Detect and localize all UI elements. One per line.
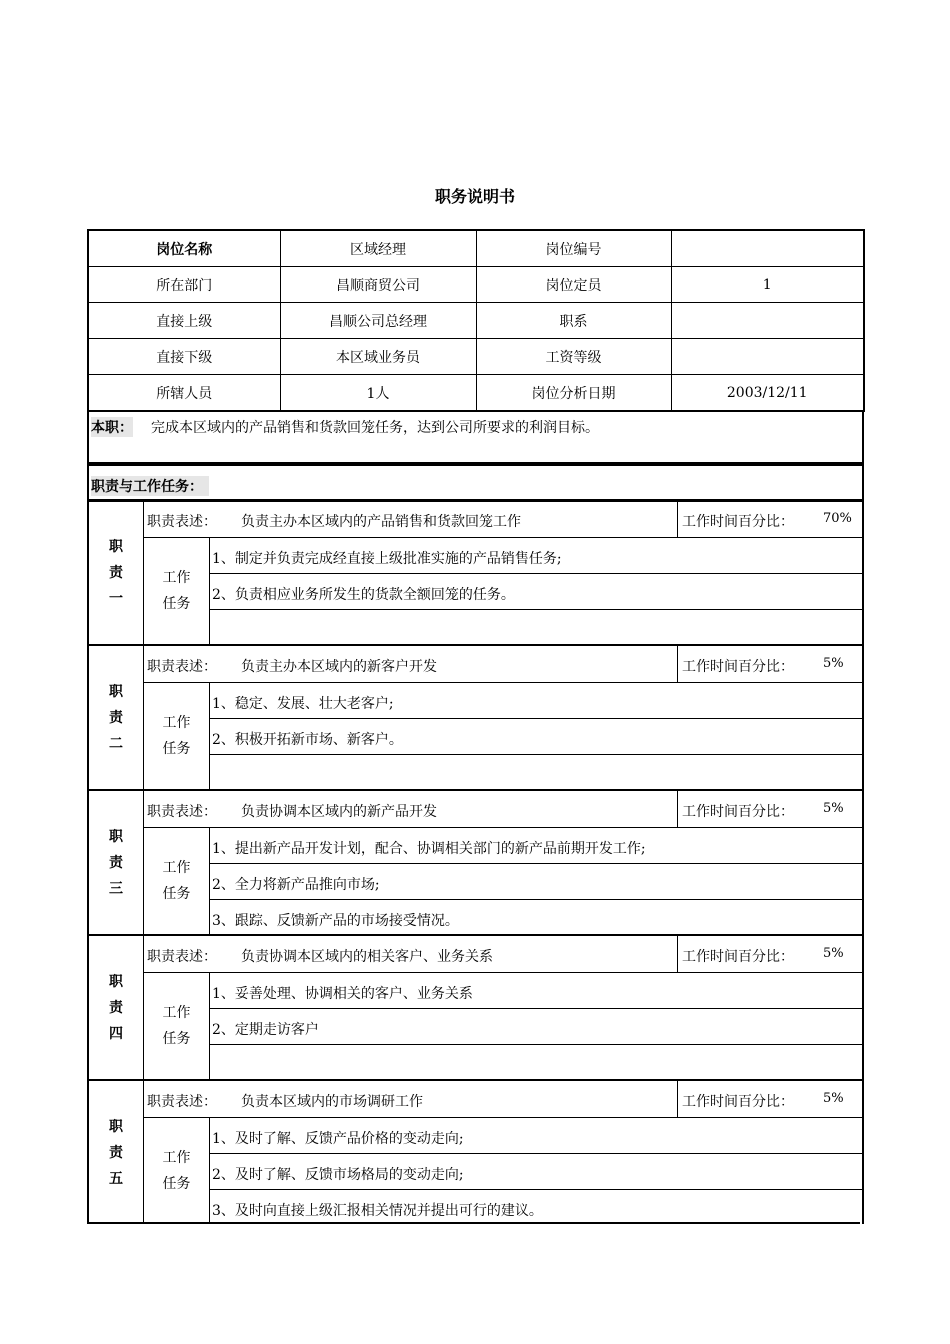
percentage-value: 5% — [823, 946, 844, 961]
percentage-value: 70% — [823, 511, 852, 526]
duty-name-char: 职 — [109, 973, 123, 990]
description-text: 负责协调本区域内的相关客户、业务关系 — [241, 949, 493, 965]
table-row — [88, 303, 864, 339]
duty-name-char: 职 — [109, 1118, 123, 1135]
task-text: 2、积极开拓新市场、新客户。 — [212, 732, 403, 748]
task-item — [210, 683, 862, 719]
duty-name-char: 责 — [109, 564, 123, 581]
field-label: 岗位编号 — [476, 230, 671, 267]
time-percentage — [677, 501, 862, 537]
work-tasks-label-line: 工作 — [162, 860, 191, 876]
task-text: 1、及时了解、反馈产品价格的变动走向; — [212, 1131, 464, 1147]
task-item — [210, 755, 862, 790]
responsibilities-label: 职责与工作任务： — [91, 476, 209, 496]
duty-description-row — [144, 501, 862, 538]
percentage-label: 工作时间百分比： — [682, 949, 794, 965]
duty-name — [89, 791, 144, 934]
work-tasks-label-line: 工作 — [162, 1005, 191, 1021]
duty-description-row — [144, 646, 862, 683]
field-value: 本区域业务员 — [280, 339, 476, 375]
task-text: 2、全力将新产品推向市场; — [212, 877, 380, 893]
duty-description-row — [144, 1081, 862, 1118]
percentage-value: 5% — [823, 656, 844, 671]
task-text: 1、制定并负责完成经直接上级批准实施的产品销售任务; — [212, 551, 562, 567]
duty-description-row — [144, 791, 862, 828]
duty-name-char: 五 — [109, 1170, 123, 1187]
field-value: 1人 — [280, 375, 476, 412]
field-value: 昌顺公司总经理 — [280, 303, 476, 339]
field-label: 职系 — [476, 303, 671, 339]
description-text: 负责主办本区域内的产品销售和货款回笼工作 — [241, 514, 521, 530]
task-text: 1、妥善处理、协调相关的客户、业务关系 — [212, 986, 473, 1002]
field-label: 工资等级 — [476, 339, 671, 375]
work-tasks-label — [144, 828, 210, 934]
field-label: 岗位分析日期 — [476, 375, 671, 412]
task-item — [210, 719, 862, 755]
field-value: 2003/12/11 — [671, 375, 864, 412]
duty-name-char: 四 — [109, 1025, 123, 1042]
task-item — [210, 538, 862, 574]
time-percentage — [677, 1081, 862, 1117]
task-item — [210, 1154, 862, 1190]
field-label: 所在部门 — [88, 267, 280, 303]
task-text: 2、及时了解、反馈市场格局的变动走向; — [212, 1167, 464, 1183]
task-item — [210, 864, 862, 900]
job-summary — [87, 410, 864, 464]
task-item — [210, 1045, 862, 1080]
task-item — [210, 1009, 862, 1045]
percentage-label: 工作时间百分比： — [682, 514, 794, 530]
work-tasks-label-line: 任务 — [162, 741, 191, 757]
document-title: 职务说明书 — [434, 187, 515, 206]
work-tasks-label-line: 工作 — [162, 1150, 191, 1166]
task-text: 1、提出新产品开发计划，配合、协调相关部门的新产品前期开发工作; — [212, 841, 646, 857]
time-percentage — [677, 936, 862, 972]
percentage-value: 5% — [823, 801, 844, 816]
work-tasks-label-line: 任务 — [162, 596, 191, 612]
field-label: 直接下级 — [88, 339, 280, 375]
duty-name-char: 一 — [109, 590, 123, 607]
task-item — [210, 973, 862, 1009]
duty-name-char: 二 — [109, 735, 123, 752]
field-value: 1 — [671, 267, 864, 303]
table-row — [88, 375, 864, 412]
duty-block — [87, 1079, 864, 1224]
work-tasks-label — [144, 683, 210, 789]
position-info-table — [87, 229, 865, 412]
field-value: 昌顺商贸公司 — [280, 267, 476, 303]
task-text: 3、及时向直接上级汇报相关情况并提出可行的建议。 — [212, 1203, 543, 1219]
field-value — [671, 230, 864, 267]
duty-block — [87, 789, 864, 934]
duty-name-char: 职 — [109, 683, 123, 700]
field-label: 直接上级 — [88, 303, 280, 339]
description-label: 职责表述： — [147, 659, 217, 675]
work-tasks-label — [144, 973, 210, 1079]
summary-text: 完成本区域内的产品销售和货款回笼任务，达到公司所要求的利润目标。 — [151, 420, 599, 436]
field-value — [671, 303, 864, 339]
table-row — [88, 339, 864, 375]
duty-name-char: 职 — [109, 538, 123, 555]
task-text: 2、定期走访客户 — [212, 1022, 319, 1038]
table-bottom-border — [87, 1222, 860, 1224]
duty-name — [89, 936, 144, 1079]
duty-name — [89, 501, 144, 644]
field-label: 所辖人员 — [88, 375, 280, 412]
field-value: 区域经理 — [280, 230, 476, 267]
field-label: 岗位名称 — [88, 230, 280, 267]
description-label: 职责表述： — [147, 514, 217, 530]
description-text: 负责协调本区域内的新产品开发 — [241, 804, 437, 820]
work-tasks-label-line: 工作 — [162, 570, 191, 586]
percentage-label: 工作时间百分比： — [682, 1094, 794, 1110]
field-value — [671, 339, 864, 375]
description-label: 职责表述： — [147, 1094, 217, 1110]
percentage-value: 5% — [823, 1091, 844, 1106]
duty-name-char: 责 — [109, 854, 123, 871]
duty-name-char: 三 — [109, 880, 123, 897]
responsibilities-header — [87, 464, 864, 502]
percentage-label: 工作时间百分比： — [682, 659, 794, 675]
task-item — [210, 1118, 862, 1154]
description-text: 负责主办本区域内的新客户开发 — [241, 659, 437, 675]
duty-name-char: 责 — [109, 1144, 123, 1161]
task-item — [210, 610, 862, 645]
field-label: 岗位定员 — [476, 267, 671, 303]
work-tasks-label-line: 任务 — [162, 886, 191, 902]
task-item — [210, 828, 862, 864]
work-tasks-label-line: 工作 — [162, 715, 191, 731]
duty-name-char: 责 — [109, 999, 123, 1016]
work-tasks-label — [144, 1118, 210, 1224]
task-text: 1、稳定、发展、壮大老客户; — [212, 696, 394, 712]
duty-name-char: 责 — [109, 709, 123, 726]
work-tasks-label-line: 任务 — [162, 1176, 191, 1192]
duty-name-char: 职 — [109, 828, 123, 845]
table-row — [88, 267, 864, 303]
task-item — [210, 574, 862, 610]
time-percentage — [677, 791, 862, 827]
duty-block — [87, 499, 864, 644]
duty-block — [87, 644, 864, 789]
duty-block — [87, 934, 864, 1079]
table-row — [88, 230, 864, 267]
time-percentage — [677, 646, 862, 682]
task-text: 2、负责相应业务所发生的货款全额回笼的任务。 — [212, 587, 515, 603]
task-item — [210, 900, 862, 935]
task-item — [210, 1190, 862, 1225]
duty-name — [89, 1081, 144, 1224]
work-tasks-label-line: 任务 — [162, 1031, 191, 1047]
work-tasks-label — [144, 538, 210, 644]
task-text: 3、跟踪、反馈新产品的市场接受情况。 — [212, 913, 459, 929]
description-text: 负责本区域内的市场调研工作 — [241, 1094, 423, 1110]
duty-name — [89, 646, 144, 789]
description-label: 职责表述： — [147, 949, 217, 965]
percentage-label: 工作时间百分比： — [682, 804, 794, 820]
duty-description-row — [144, 936, 862, 973]
summary-label: 本职： — [91, 417, 133, 437]
description-label: 职责表述： — [147, 804, 217, 820]
